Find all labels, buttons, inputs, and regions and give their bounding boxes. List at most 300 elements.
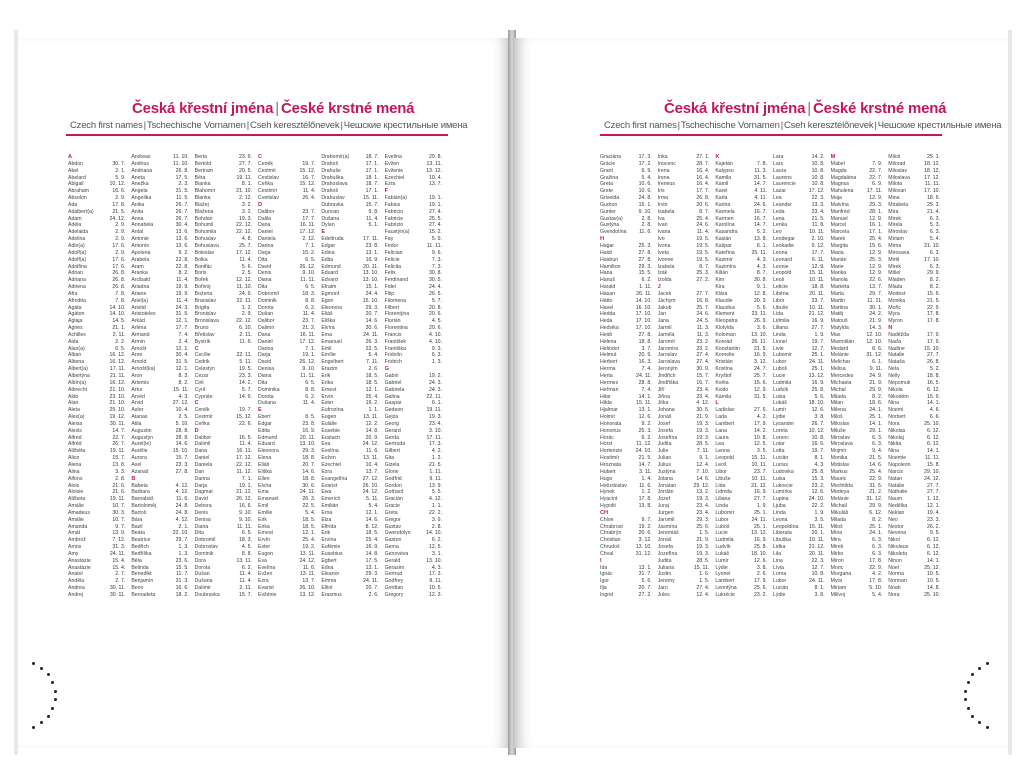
name-day-date: 20. 7.: [638, 585, 652, 592]
name-day-date: 16. 8.: [696, 297, 710, 304]
letter-heading: [258, 407, 315, 414]
name-row: [773, 489, 825, 496]
name-day-date: 1. 9.: [814, 331, 825, 338]
name-row: [888, 571, 940, 578]
name-row: [385, 373, 442, 380]
name-day-date: 25. 8.: [811, 386, 825, 393]
name-label: Lionel: [772, 338, 787, 345]
name-day-date: 11. 7.: [176, 571, 189, 578]
name-day-date: 21. 10.: [109, 386, 126, 393]
name-day-date: 16. 9.: [753, 537, 767, 544]
name-day-date: 31. 5.: [175, 359, 189, 366]
name-label: Jeremiáš: [657, 530, 679, 537]
name-row: [888, 284, 940, 291]
name-label: Gabriela: [384, 386, 405, 393]
name-day-date: 30. 7.: [112, 160, 126, 167]
name-label: Diana: [257, 277, 272, 284]
name-label: Erazim: [321, 366, 338, 373]
name-day-date: 16. 4.: [696, 174, 710, 181]
name-day-date: 1. 3.: [431, 359, 442, 366]
name-row: [321, 530, 378, 537]
name-row: [321, 209, 378, 216]
name-day-date: 24. 8.: [175, 509, 189, 516]
name-row: [658, 530, 710, 537]
name-row: [258, 236, 315, 243]
name-label: Abelard: [68, 174, 86, 181]
name-label: Amos: [68, 544, 82, 551]
name-label: Leonie: [772, 263, 789, 270]
name-label: Leokadie: [772, 242, 795, 249]
name-row: [321, 318, 378, 325]
name-label: Inka: [657, 154, 668, 160]
name-label: Gražina: [600, 174, 619, 181]
name-day-date: 21. 5.: [112, 208, 126, 215]
name-day-date: 14. 10.: [635, 297, 652, 304]
name-row: [321, 565, 378, 572]
name-label: Dagmar: [194, 489, 214, 496]
name-row: [195, 209, 252, 216]
name-label: Cyril: [194, 386, 206, 393]
name-label: Evelína: [384, 154, 402, 160]
name-label: Emílie: [321, 352, 336, 359]
name-row: [600, 571, 652, 578]
name-day-date: 25. 10.: [109, 407, 126, 414]
name-row: [715, 339, 767, 346]
name-day-date: 15. 11.: [809, 523, 825, 530]
name-day-date: 19. 11.: [236, 174, 252, 181]
name-row: [68, 496, 125, 503]
name-label: Nikola: [888, 386, 903, 393]
name-label: Lukáš: [772, 400, 787, 407]
name-day-date: 15. 2.: [302, 249, 316, 256]
name-row: [658, 175, 710, 182]
name-label: Natálie: [888, 482, 905, 489]
name-label: Edgar: [321, 242, 336, 249]
name-row: [600, 311, 652, 318]
name-day-date: 13. 7.: [365, 468, 379, 475]
name-row: [68, 188, 125, 195]
name-day-date: 9. 10.: [302, 366, 316, 373]
name-label: Lubor: [772, 578, 787, 585]
name-day-date: 13. 10.: [299, 441, 316, 448]
name-label: Lída: [772, 311, 784, 318]
name-day-date: 24. 10.: [635, 448, 652, 455]
name-label: Emma: [321, 578, 337, 585]
decorative-dot: [986, 726, 989, 729]
name-day-date: 3. 8.: [814, 592, 825, 598]
name-row: [600, 435, 652, 442]
name-day-date: 17. 11.: [426, 434, 442, 441]
name-label: Kateřina: [715, 249, 735, 256]
name-row: [600, 305, 652, 312]
name-row: [773, 414, 825, 421]
name-row: [888, 558, 940, 565]
name-row: [600, 544, 652, 551]
name-day-date: 7. 1.: [305, 345, 316, 352]
name-label: Ervína: [321, 537, 337, 544]
name-label: Denisa: [194, 516, 211, 523]
name-day-date: 15. 12.: [236, 414, 252, 421]
name-day-date: 24. 6.: [696, 222, 710, 229]
name-label: Daniel: [194, 455, 210, 462]
name-day-date: 28. 5.: [696, 557, 710, 564]
name-label: Blažena: [194, 208, 214, 215]
name-label: Ewa: [321, 489, 332, 496]
name-label: Bořek: [194, 277, 209, 284]
name-day-date: 11. 6.: [639, 482, 652, 489]
name-row: [68, 250, 125, 257]
name-day-date: 4. 3.: [431, 564, 442, 571]
name-day-date: 30. 11.: [109, 420, 126, 427]
name-day-date: 4. 3.: [178, 393, 189, 400]
letter-heading: [600, 236, 652, 243]
name-row: [195, 222, 252, 229]
name-row: [131, 551, 188, 558]
name-label: Lukrécie: [715, 592, 735, 598]
name-day-date: 3. 5.: [814, 516, 825, 523]
name-row: [385, 400, 442, 407]
name-row: [385, 195, 442, 202]
subtitle-separator: |: [780, 120, 783, 131]
name-label: Arabela: [131, 256, 150, 263]
name-row: [258, 496, 315, 503]
name-row: [258, 216, 315, 223]
letter-heading: [385, 188, 442, 195]
name-row: [258, 585, 315, 592]
name-label: Harald: [600, 284, 616, 291]
name-label: Melánie: [830, 352, 849, 359]
name-day-date: 9. 1.: [699, 455, 710, 462]
name-row: [658, 421, 710, 428]
name-row: [600, 448, 652, 455]
name-day-date: 23. 4.: [696, 509, 710, 516]
name-day-date: 17. 6.: [112, 242, 126, 249]
name-label: Marta: [830, 290, 844, 297]
name-label: Iris: [657, 188, 665, 195]
name-label: Morgana: [830, 571, 852, 578]
name-row: [131, 428, 188, 435]
name-label: Arnošt: [131, 345, 147, 352]
name-row: [131, 291, 188, 298]
name-row: [385, 387, 442, 394]
name-day-date: 13. 6.: [175, 236, 189, 243]
name-day-date: 3. 7.: [641, 345, 652, 352]
name-label: Dalibor: [194, 434, 212, 441]
name-label: Aristoteles: [131, 311, 156, 318]
name-day-date: 13. 8.: [638, 503, 652, 510]
name-row: [715, 298, 767, 305]
name-day-date: 24. 12.: [924, 475, 940, 482]
name-day-date: 27. 2.: [638, 592, 652, 598]
name-day-date: 4. 10.: [428, 338, 442, 345]
name-day-date: 12. 1.: [175, 345, 189, 352]
name-day-date: 17. 1.: [365, 167, 379, 174]
name-row: [131, 455, 188, 462]
name-day-date: 14. 1.: [926, 557, 940, 564]
name-label: Evžen: [384, 160, 400, 167]
name-day-date: 17. 5.: [365, 557, 379, 564]
name-row: [321, 154, 378, 161]
name-label: Melichar: [830, 359, 851, 366]
name-row: [831, 346, 883, 353]
name-label: Aurélie: [131, 448, 148, 455]
name-row: [715, 202, 767, 209]
name-label: Erika: [321, 379, 334, 386]
name-day-date: 31. 7.: [638, 571, 652, 578]
name-day-date: 18. 3.: [302, 290, 316, 297]
name-label: Hugo: [600, 475, 613, 482]
name-label: Debora: [194, 503, 212, 510]
name-label: Mojmír: [830, 448, 847, 455]
letter-heading: [658, 284, 710, 291]
name-label: Cvetislav: [257, 195, 280, 202]
name-day-date: 10. 12.: [109, 181, 126, 188]
name-row: [131, 469, 188, 476]
name-day-date: 23. 4.: [811, 208, 825, 215]
name-day-date: 19. 9.: [175, 284, 189, 291]
name-row: [195, 503, 252, 510]
name-row: [131, 366, 188, 373]
name-label: Dušana: [321, 215, 340, 222]
name-day-date: 12. 9.: [869, 195, 883, 202]
name-row: [773, 181, 825, 188]
name-day-date: 16. 7.: [753, 208, 767, 215]
name-row: [773, 524, 825, 531]
name-row: [888, 168, 940, 175]
name-row: [68, 161, 125, 168]
letter-heading-label: J: [657, 284, 661, 291]
subtitle-hu: Cseh keresztélőnevek: [783, 120, 874, 131]
name-label: Chloe: [600, 516, 614, 523]
name-row: [131, 441, 188, 448]
name-row: [321, 455, 378, 462]
name-label: Neklan: [888, 509, 905, 516]
name-row: [131, 202, 188, 209]
name-label: Alfons: [68, 475, 83, 482]
name-day-date: 25. 6.: [696, 523, 710, 530]
name-day-date: 8. 2.: [872, 516, 883, 523]
name-day-date: 22. 9.: [869, 475, 883, 482]
name-day-date: 19. 2.: [638, 523, 652, 530]
name-row: [600, 298, 652, 305]
name-row: [600, 154, 652, 161]
name-day-date: 16. 7.: [696, 379, 710, 386]
name-day-date: 30. 11.: [109, 592, 126, 598]
name-label: Azanaš: [131, 468, 149, 475]
name-row: [773, 325, 825, 332]
name-row: [68, 270, 125, 277]
name-row: [658, 544, 710, 551]
name-label: Irena: [657, 174, 670, 181]
name-day-date: 16. 4.: [696, 167, 710, 174]
decorative-dot: [54, 698, 57, 701]
name-row: [258, 435, 315, 442]
name-day-date: 11. 12.: [236, 468, 252, 475]
name-day-date: 26. 10.: [299, 585, 316, 592]
name-row: [258, 530, 315, 537]
name-label: Libuše: [772, 304, 789, 311]
name-row: [385, 489, 442, 496]
name-label: Kasandra: [715, 229, 738, 236]
name-day-date: 7. 8.: [115, 297, 126, 304]
name-day-date: 29. 9.: [869, 503, 883, 510]
letter-heading-label: D: [257, 201, 263, 208]
name-label: Jordán: [657, 489, 674, 496]
name-row: [195, 489, 252, 496]
name-row: [258, 209, 315, 216]
name-day-date: 19. 5.: [239, 366, 252, 373]
name-row: [68, 544, 125, 551]
name-day-date: 19. 1.: [302, 352, 316, 359]
name-label: Filomena: [384, 297, 406, 304]
name-label: Čestimír: [257, 188, 278, 195]
name-row: [600, 455, 652, 462]
title-separator: |: [275, 100, 279, 117]
name-day-date: 27. 7.: [926, 352, 940, 359]
name-day-date: 14. 2.: [811, 154, 825, 160]
name-label: Emil: [321, 345, 332, 352]
name-day-date: 23. 3.: [926, 516, 940, 523]
name-day-date: 1. 9.: [814, 509, 825, 516]
name-day-date: 9. 1.: [756, 284, 767, 291]
name-row: [385, 394, 442, 401]
name-row: [258, 592, 315, 599]
name-row: [68, 571, 125, 578]
name-row: [773, 530, 825, 537]
name-row: [773, 551, 825, 558]
name-day-date: 20. 9.: [365, 434, 379, 441]
name-label: Nina: [888, 448, 899, 455]
name-day-date: 19. 5.: [696, 249, 710, 256]
name-label: Matylda: [830, 325, 849, 332]
name-day-date: 5. 2.: [929, 366, 940, 373]
right-page: [514, 38, 1008, 748]
name-day-date: 13. 10.: [362, 270, 379, 277]
name-label: Jarmil: [657, 325, 672, 332]
name-day-date: 22. 6.: [239, 420, 252, 427]
name-day-date: 2. 7.: [115, 578, 126, 585]
name-label: Noemi: [888, 407, 904, 414]
name-label: Eva: [321, 441, 331, 448]
name-row: [888, 448, 940, 455]
name-row: [195, 243, 252, 250]
name-row: [831, 298, 883, 305]
name-row: [131, 578, 188, 585]
name-day-date: 11. 5.: [176, 195, 189, 202]
name-day-date: 8. 2.: [178, 379, 189, 386]
name-day-date: 22. 12.: [236, 461, 252, 468]
name-label: Greta: [600, 181, 613, 188]
name-label: Bazil: [131, 523, 143, 530]
name-day-date: 25. 1.: [926, 154, 940, 160]
name-row: [195, 537, 252, 544]
name-day-date: 1. 6.: [699, 571, 710, 578]
name-row: [831, 517, 883, 524]
name-day-date: 3. 12.: [753, 359, 767, 366]
name-row: [195, 175, 252, 182]
name-day-date: 16. 5.: [926, 379, 940, 386]
name-row: [68, 325, 125, 332]
name-day-date: 16. 1.: [869, 222, 883, 229]
name-label: Mirna: [888, 242, 902, 249]
name-row: [131, 216, 188, 223]
name-label: Nikodém: [888, 393, 909, 400]
name-day-date: 19. 12.: [109, 414, 126, 421]
letter-heading-label: M: [830, 154, 836, 160]
name-day-date: 11. 10.: [236, 284, 252, 291]
name-row: [715, 448, 767, 455]
name-label: Dita: [257, 256, 268, 263]
name-label: Dorota: [257, 393, 274, 400]
name-label: Kašpar: [715, 242, 732, 249]
name-label: Aloisie: [68, 489, 84, 496]
name-row: [831, 339, 883, 346]
name-label: Alban: [68, 352, 82, 359]
name-label: Jeremy: [657, 578, 675, 585]
name-row: [600, 359, 652, 366]
name-label: Alice: [68, 455, 80, 462]
decorative-dot: [964, 698, 967, 701]
name-row: [600, 441, 652, 448]
name-label: Antonie: [131, 236, 149, 243]
name-row: [258, 551, 315, 558]
name-day-date: 16. 10.: [635, 304, 652, 311]
name-label: Felicita: [384, 263, 402, 270]
name-day-date: 16. 3.: [638, 359, 652, 366]
name-label: Mirek: [888, 263, 901, 270]
name-day-date: 23. 3.: [239, 373, 252, 379]
name-day-date: 13. 10.: [426, 557, 442, 564]
name-day-date: 20. 7.: [365, 585, 379, 592]
name-row: [773, 421, 825, 428]
name-label: Drahuše: [321, 167, 341, 174]
name-row: [773, 394, 825, 401]
name-label: Hanuš: [600, 277, 615, 284]
name-row: [658, 394, 710, 401]
name-label: Heidi: [600, 331, 612, 338]
name-row: [715, 257, 767, 264]
name-label: Lenka: [772, 222, 788, 229]
name-label: Erika: [257, 523, 270, 530]
name-day-date: 24. 9.: [239, 290, 252, 297]
name-label: Magdaléna: [830, 174, 857, 181]
name-day-date: 12. 9.: [869, 263, 883, 270]
name-day-date: 25. 3.: [926, 201, 940, 208]
name-row: [773, 257, 825, 264]
name-row: [600, 257, 652, 264]
name-label: Dobromil: [194, 537, 216, 544]
name-day-date: 20. 11.: [809, 550, 825, 557]
name-label: Mstislav: [830, 461, 850, 468]
name-row: [258, 441, 315, 448]
name-day-date: 10. 11.: [809, 304, 825, 311]
name-day-date: 17. 12.: [299, 338, 316, 345]
name-row: [131, 462, 188, 469]
name-day-date: 15. 7.: [365, 201, 379, 208]
name-label: Mirela: [888, 222, 903, 229]
name-row: [131, 339, 188, 346]
name-day-date: 12. 12.: [236, 277, 252, 284]
name-label: Cyprián: [194, 393, 213, 400]
name-row: [658, 476, 710, 483]
name-label: Inocenc: [657, 160, 676, 167]
name-day-date: 15. 7.: [112, 455, 126, 462]
name-row: [600, 387, 652, 394]
letter-heading-label: Č: [257, 154, 263, 160]
name-label: Jan: [657, 311, 667, 318]
name-day-date: 27. 4.: [696, 352, 710, 359]
name-day-date: 6. 6.: [929, 414, 940, 421]
